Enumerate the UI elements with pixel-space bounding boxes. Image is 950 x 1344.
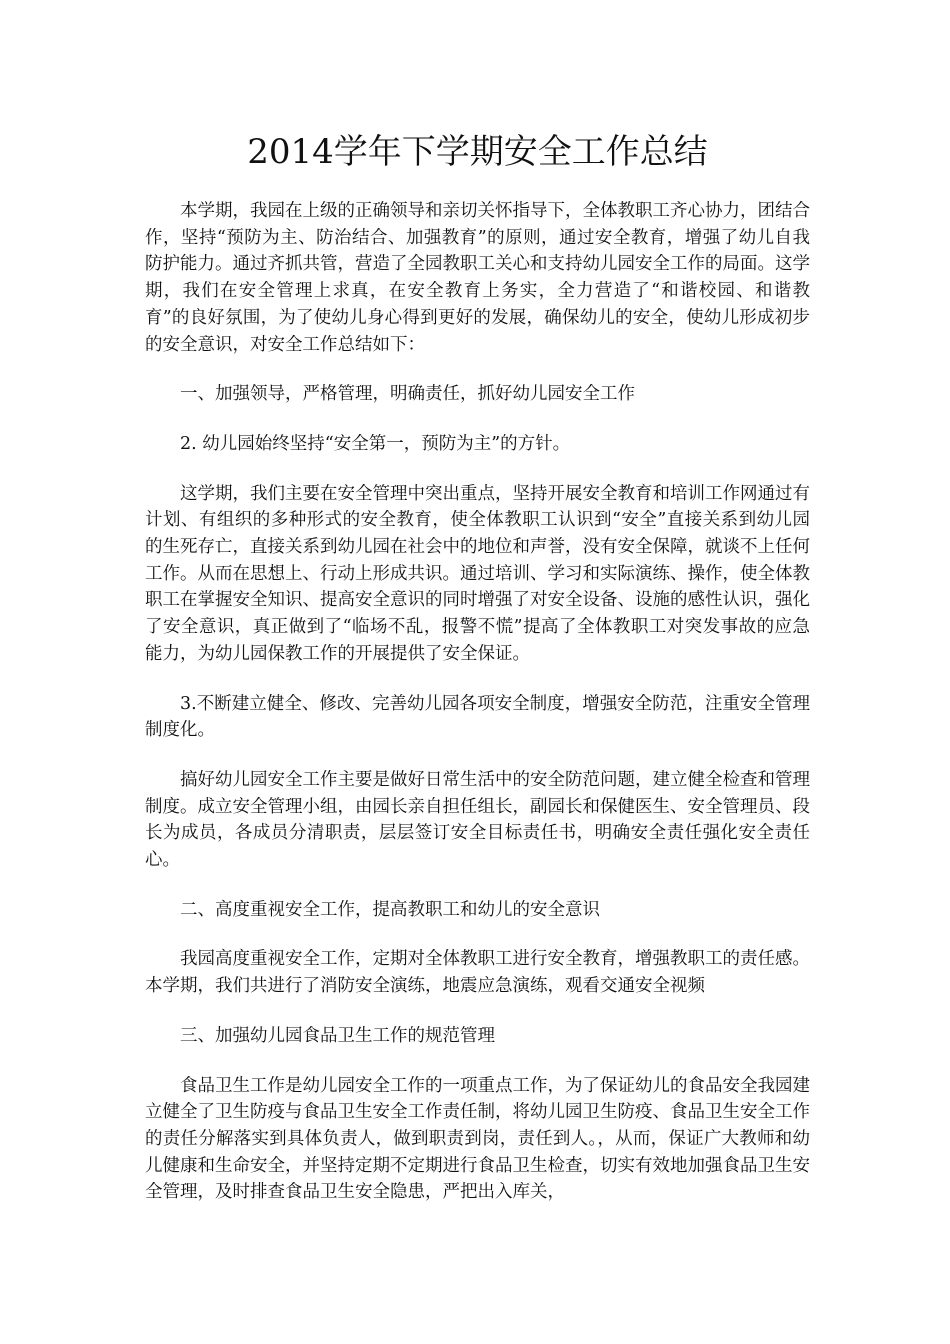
paragraph-food-safety: 食品卫生工作是幼儿园安全工作的一项重点工作，为了保证幼儿的食品安全我园建立健全了卫生防疫与食品卫生安全工作责任制，将幼儿园卫生防疫、食品卫生安全工作的责任分解落实到具体负责人，做到职责到岗，责任到人。，从而，保证广大教师和幼儿健康和生命安全，并坚持定期不定期进行食品卫生检查，切实有效地加强食品卫生安全管理，及时排查食品卫生安全隐患，严把出入库关， (145, 1075, 810, 1203)
subsection-heading-2: 2. 幼儿园始终坚持“安全第一，预防为主”的方针。 (180, 433, 571, 454)
document-page (145, 0, 810, 1229)
section-heading-3: 三、加强幼儿园食品卫生工作的规范管理 (180, 1025, 495, 1046)
subsection-heading-3: 3.不断建立健全、修改、完善幼儿园各项安全制度，增强安全防范，注重安全管理制度化。 (145, 693, 810, 741)
section-heading-1: 一、加强领导，严格管理，明确责任，抓好幼儿园安全工作 (180, 384, 635, 405)
paragraph-management: 搞好幼儿园安全工作主要是做好日常生活中的安全防范问题，建立健全检查和管理制度。成立安全管理小组，由园长亲自担任组长，副园长和保健医生、安全管理员、段长为成员，各成员分清职责，层层签订安全目标责任书，明确安全责任强化安全责任心。 (145, 769, 810, 871)
document-title: 2014学年下学期安全工作总结 (247, 132, 708, 172)
document-body (145, 198, 810, 1206)
paragraph-training: 这学期，我们主要在安全管理中突出重点，坚持开展安全教育和培训工作网通过有计划、有组织的多种形式的安全教育，使全体教职工认识到“安全”直接关系到幼儿园的生死存亡，直接关系到幼儿园在社会中的地位和声誉，没有安全保障，就谈不上任何工作。从而在思想上、行动上形成共识。通过培训、学习和实际演练、操作，使全体教职工在掌握安全知识、提高安全意识的同时增强了对安全设备、设施的感性认识，强化了安全意识，真正做到了“临场不乱，报警不慌”提高了全体教职工对突发事故的应急能力，为幼儿园保教工作的开展提供了安全保证。 (145, 483, 810, 664)
section-heading-2: 二、高度重视安全工作，提高教职工和幼儿的安全意识 (180, 899, 600, 920)
paragraph-drills: 我园高度重视安全工作，定期对全体教职工进行安全教育，增强教职工的责任感。本学期，我们共进行了消防安全演练，地震应急演练，观看交通安全视频 (145, 949, 810, 997)
paragraph-intro: 本学期，我园在上级的正确领导和亲切关怀指导下，全体教职工齐心协力，团结合作，坚持“预防为主、防治结合、加强教育”的原则，通过安全教育，增强了幼儿自我防护能力。通过齐抓共管，营造了全园教职工关心和支持幼儿园安全工作的局面。这学期，我们在安全管理上求真，在安全教育上务实，全力营造了“和谐校园、和谐教育”的良好氛围，为了使幼儿身心得到更好的发展，确保幼儿的安全，使幼儿形成初步的安全意识，对安全工作总结如下： (145, 201, 810, 355)
